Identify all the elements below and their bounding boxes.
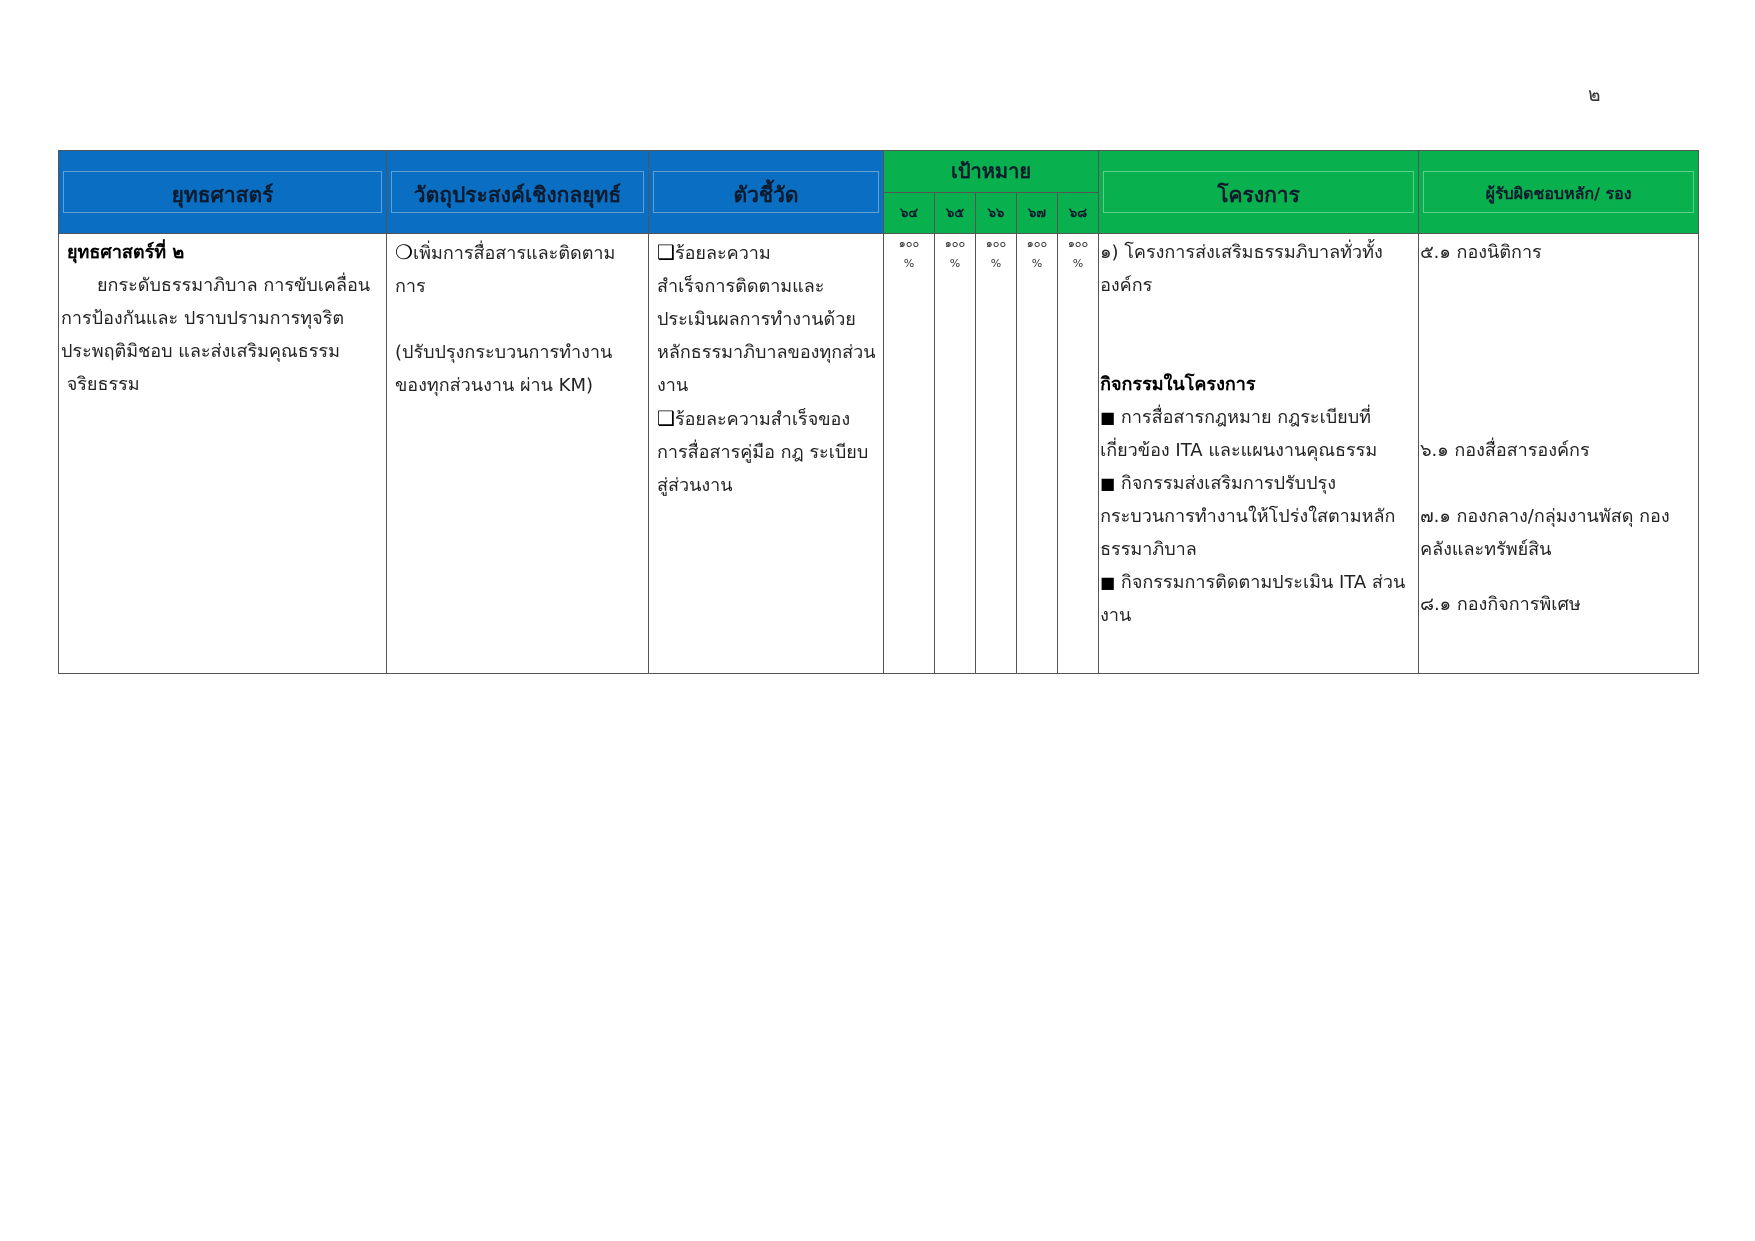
header-year: ๖๔ bbox=[884, 192, 935, 234]
header-responsible: ผู้รับผิดชอบหลัก/ รอง bbox=[1419, 151, 1699, 234]
indicator-line: หลักธรรมาภิบาลของทุกส่วน bbox=[657, 342, 876, 363]
activity-line: กิจกรรมส่งเสริมการปรับปรุง bbox=[1120, 473, 1336, 494]
target-value: ๑๐๐ % bbox=[935, 234, 976, 674]
objective-line: เพิ่มการสื่อสารและติดตาม bbox=[412, 243, 616, 264]
indicator-line: งาน bbox=[657, 375, 689, 396]
responsible-unit: ๖.๑ กองสื่อสารองค์กร bbox=[1420, 440, 1590, 461]
header-strategy: ยุทธศาสตร์ bbox=[59, 151, 387, 234]
target-value: ๑๐๐ % bbox=[884, 234, 935, 674]
activity-line: การสื่อสารกฎหมาย กฎระเบียบที่ bbox=[1120, 407, 1371, 428]
header-year: ๖๖ bbox=[976, 192, 1017, 234]
strategy-cell bbox=[59, 234, 387, 674]
header-year: ๖๘ bbox=[1058, 192, 1099, 234]
table-row bbox=[59, 234, 1699, 674]
strategy-line: ประพฤติมิชอบ และส่งเสริมคุณธรรม bbox=[61, 341, 340, 362]
header-year: ๖๕ bbox=[935, 192, 976, 234]
responsible-unit: ๕.๑ กองนิติการ bbox=[1420, 242, 1542, 263]
responsible-unit: ๗.๑ กองกลาง/กลุ่มงานพัสดุ กอง bbox=[1420, 506, 1670, 527]
header-year: ๖๗ bbox=[1017, 192, 1058, 234]
page-number: ๒ bbox=[1588, 84, 1601, 106]
objective-note: ของทุกส่วนงาน ผ่าน KM) bbox=[395, 375, 594, 396]
indicator-line: สำเร็จการติดตามและ bbox=[657, 276, 825, 297]
target-value: ๑๐๐ % bbox=[1058, 234, 1099, 674]
objective-cell bbox=[387, 234, 649, 674]
indicator-line: การสื่อสารคู่มือ กฎ ระเบียบ bbox=[657, 442, 869, 463]
activity-line: เกี่ยวข้อง ITA และแผนงานคุณธรรม bbox=[1100, 440, 1378, 461]
square-bullet-icon: ■ bbox=[1100, 408, 1116, 427]
responsible-unit: ๘.๑ กองกิจการพิเศษ bbox=[1420, 594, 1581, 615]
responsible-cell bbox=[1419, 234, 1699, 674]
activity-line: ธรรมาภิบาล bbox=[1100, 539, 1197, 560]
square-bullet-icon: ■ bbox=[1100, 474, 1116, 493]
indicator-line: ประเมินผลการทำงานด้วย bbox=[657, 309, 856, 330]
project-line: ๑) โครงการส่งเสริมธรรมภิบาลทั่วทั้ง bbox=[1100, 242, 1383, 263]
objective-line: การ bbox=[395, 276, 426, 297]
activity-line: งาน bbox=[1100, 605, 1132, 626]
strategy-line: การป้องกันและ ปราบปรามการทุจริต bbox=[61, 308, 345, 329]
square-bullet-icon: ■ bbox=[1100, 573, 1116, 592]
indicator-line: ร้อยละความ bbox=[674, 243, 771, 264]
target-value: ๑๐๐ % bbox=[1017, 234, 1058, 674]
objective-note: (ปรับปรุงกระบวนการทำงาน bbox=[395, 342, 613, 363]
strategy-table bbox=[58, 150, 1699, 674]
strategy-line: จริยธรรม bbox=[61, 374, 140, 395]
activity-line: กิจกรรมการติดตามประเมิน ITA ส่วน bbox=[1120, 572, 1406, 593]
header-indicator: ตัวชี้วัด bbox=[649, 151, 884, 234]
target-value: ๑๐๐ % bbox=[976, 234, 1017, 674]
header-objective: วัตถุประสงค์เชิงกลยุทธ์ bbox=[387, 151, 649, 234]
responsible-unit: คลังและทรัพย์สิน bbox=[1420, 539, 1552, 560]
indicator-line: ร้อยละความสำเร็จของ bbox=[674, 409, 851, 430]
header-target: เป้าหมาย bbox=[884, 151, 1099, 193]
header-row bbox=[59, 151, 1699, 193]
project-cell bbox=[1099, 234, 1419, 674]
checkbox-icon: ❑ bbox=[657, 240, 675, 264]
project-line: องค์กร bbox=[1100, 275, 1153, 296]
header-project: โครงการ bbox=[1099, 151, 1419, 234]
indicator-line: สู่ส่วนงาน bbox=[657, 475, 733, 496]
circle-bullet-icon: ❍ bbox=[395, 240, 413, 264]
indicator-cell bbox=[649, 234, 884, 674]
strategy-line: ยกระดับธรรมาภิบาล การขับเคลื่อน bbox=[97, 275, 371, 296]
activities-title: กิจกรรมในโครงการ bbox=[1100, 374, 1256, 395]
activity-line: กระบวนการทำงานให้โปร่งใสตามหลัก bbox=[1100, 506, 1396, 527]
checkbox-icon: ❑ bbox=[657, 406, 675, 430]
strategy-title: ยุทธศาสตร์ที่ ๒ bbox=[67, 242, 185, 263]
